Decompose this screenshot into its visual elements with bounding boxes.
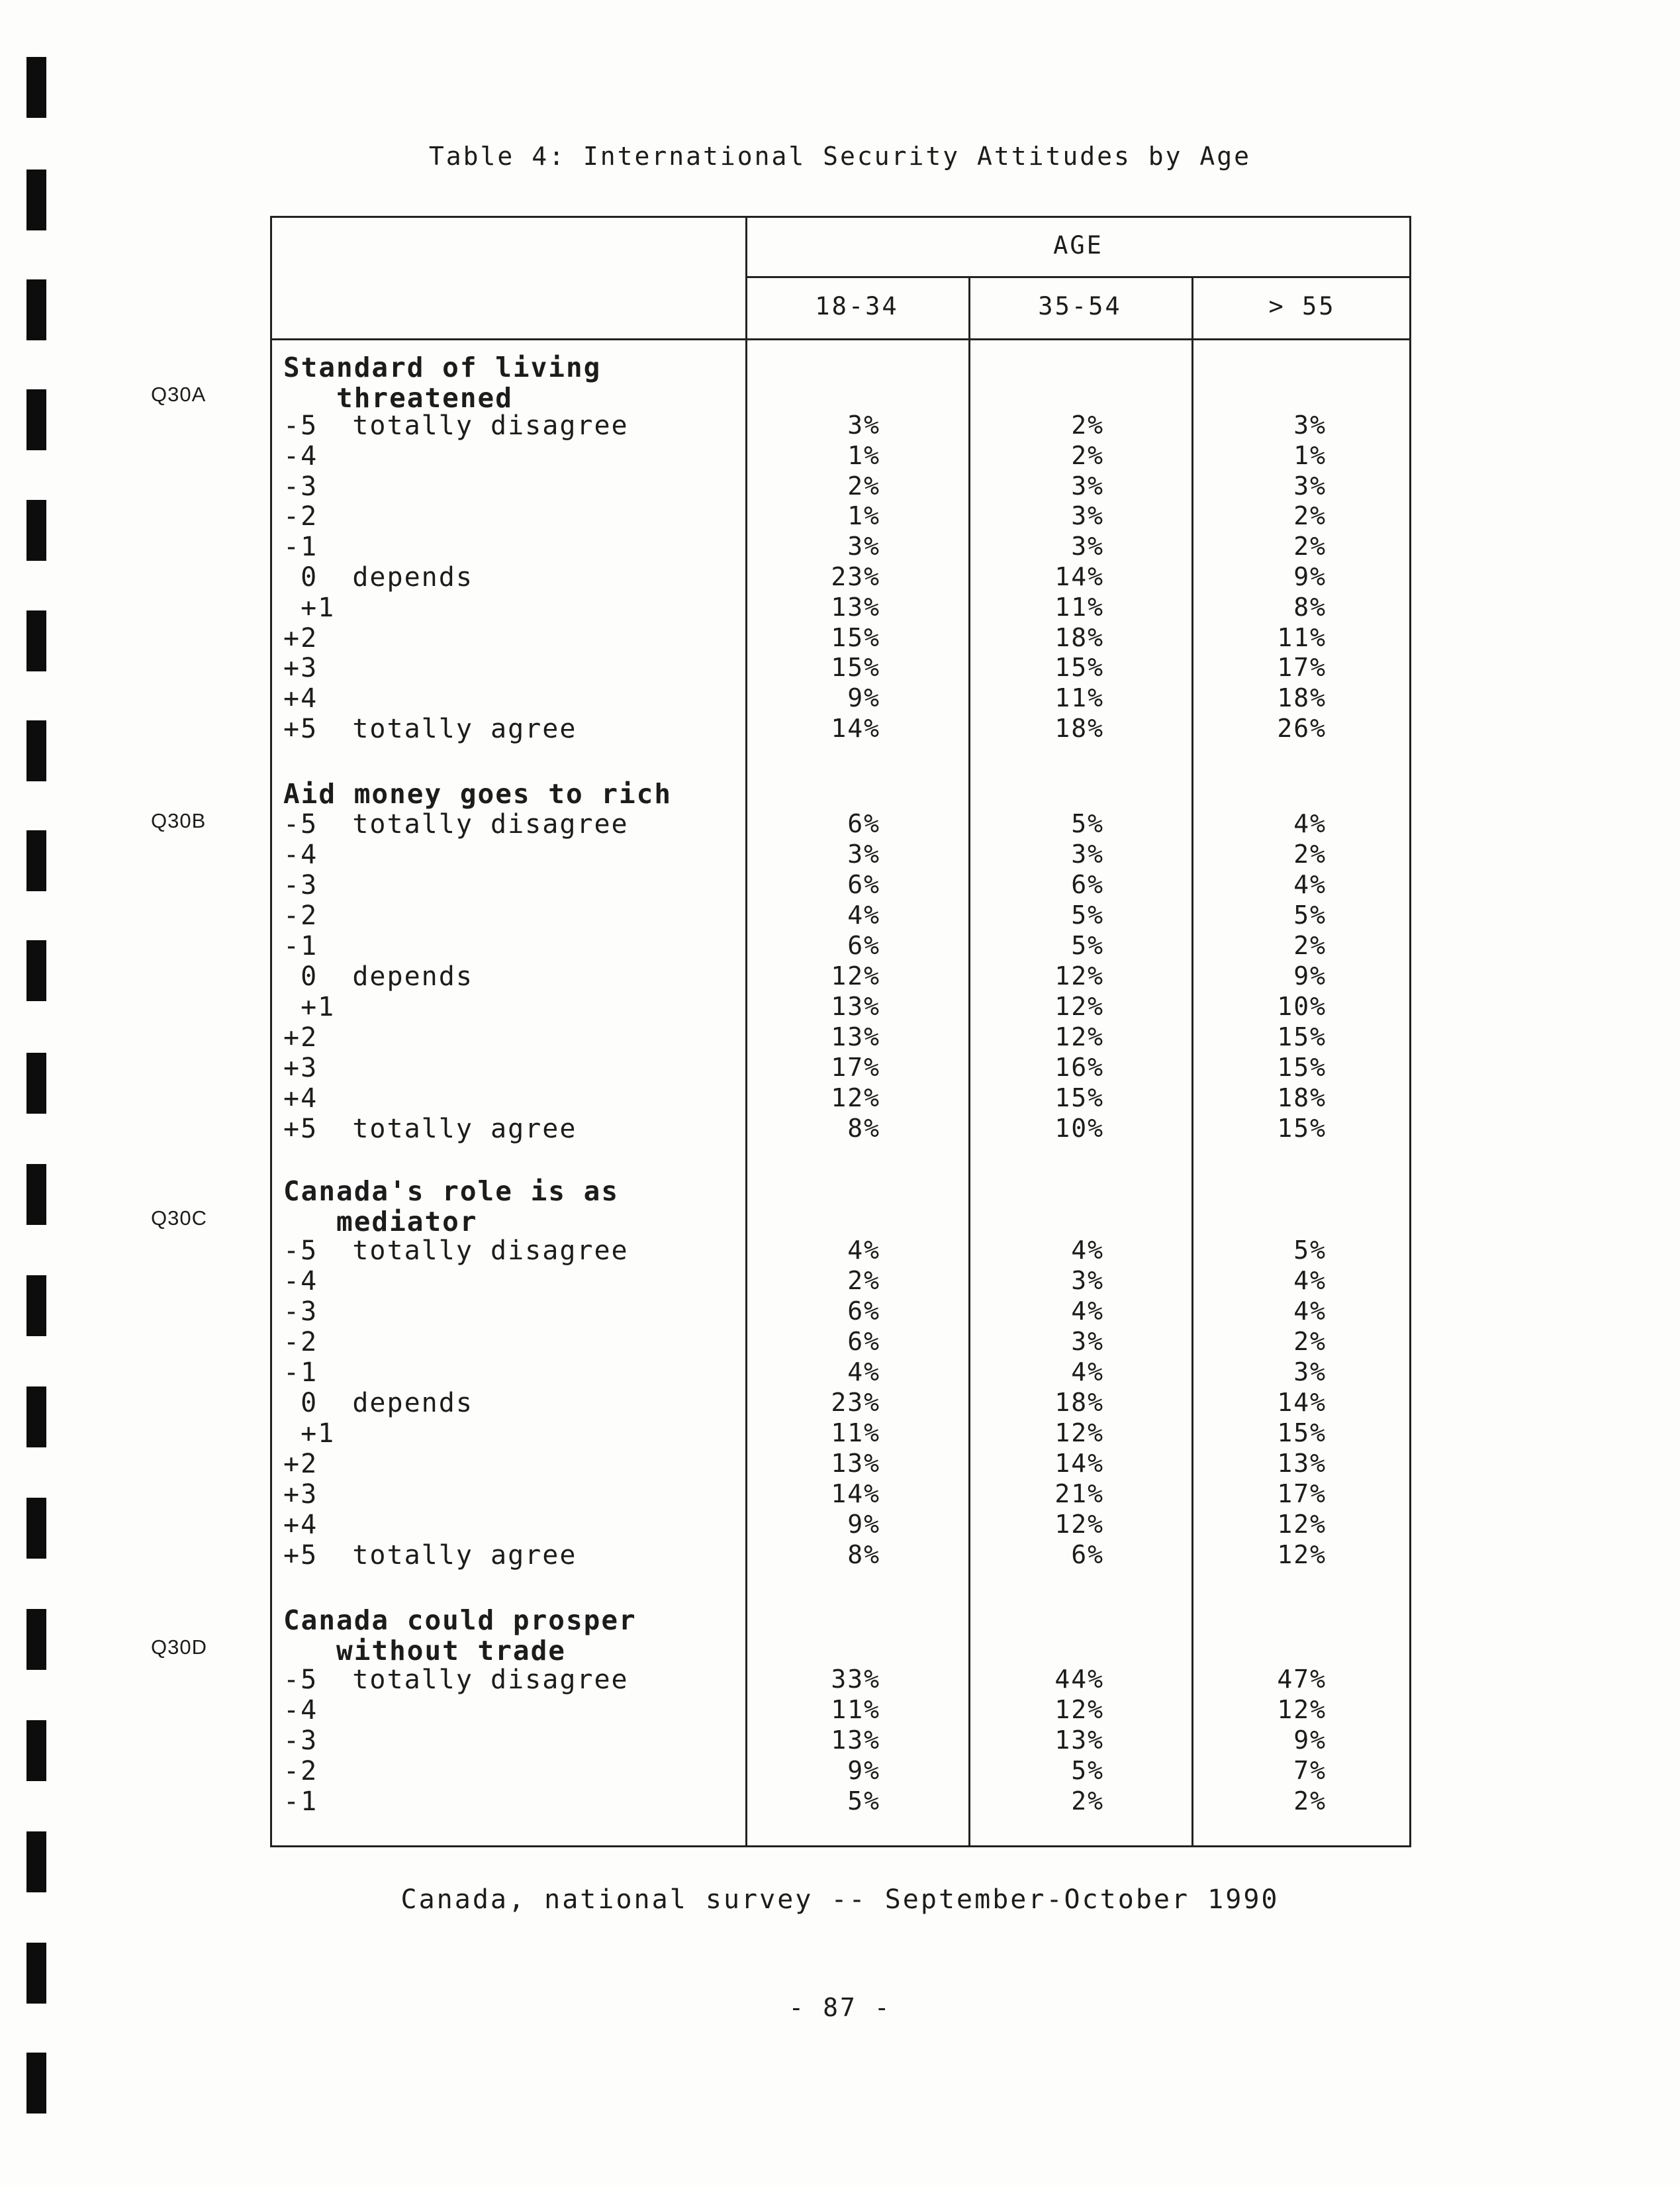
table-cell: 13% (831, 992, 880, 1021)
table-cell: 4% (847, 1357, 880, 1386)
table-cell: 2% (1071, 411, 1104, 440)
row-label: 0 depends (283, 562, 473, 593)
table-cell: 15% (1054, 1083, 1104, 1112)
binder-mark (26, 1609, 46, 1670)
table-cell: 15% (831, 622, 880, 652)
row-label: +1 (283, 592, 336, 623)
table-cell: 3% (847, 532, 880, 561)
table-cell: 2% (847, 471, 880, 501)
table-cell: 18% (1054, 1388, 1104, 1417)
table-cell: 9% (1293, 1725, 1327, 1755)
table-cell: 6% (847, 870, 880, 899)
question-code: Q30C (151, 1206, 207, 1230)
table-cell: 13% (831, 1725, 880, 1755)
row-label: 0 depends (283, 961, 473, 992)
table-cell: 13% (831, 1022, 880, 1051)
row-label: -2 (283, 900, 318, 931)
column-divider (745, 218, 747, 1845)
table-cell: 4% (1071, 1296, 1104, 1326)
table-cell: 18% (1277, 1083, 1327, 1112)
table-cell: 13% (831, 592, 880, 622)
table-cell: 9% (1293, 562, 1327, 591)
table-cell: 3% (847, 840, 880, 869)
row-label: +2 (283, 1022, 318, 1053)
row-label: +3 (283, 653, 318, 684)
table-cell: 11% (1277, 622, 1327, 652)
table-cell: 18% (1277, 683, 1327, 713)
binder-mark (26, 830, 46, 891)
row-label: 0 depends (283, 1388, 473, 1418)
table-cell: 3% (1293, 471, 1327, 501)
table-cell: 13% (1054, 1725, 1104, 1755)
binder-mark (26, 1053, 46, 1114)
footer-note: Canada, national survey -- September-October 1990 (400, 1884, 1280, 1915)
column-header-35-54: 35-54 (1038, 292, 1122, 320)
table-cell: 3% (1071, 1266, 1104, 1295)
table-cell: 6% (1071, 1540, 1104, 1569)
table-cell: 2% (1293, 532, 1327, 561)
row-label: -5 totally disagree (283, 1665, 629, 1695)
table-cell: 14% (1054, 562, 1104, 591)
table-cell: 12% (1277, 1540, 1327, 1569)
row-label: -4 (283, 1695, 318, 1725)
binder-mark (26, 1386, 46, 1447)
table-cell: 5% (1071, 900, 1104, 930)
table-cell: 14% (831, 714, 880, 743)
table-cell: 9% (1293, 961, 1327, 991)
row-label: +5 totally agree (283, 1540, 577, 1571)
table-cell: 4% (1071, 1357, 1104, 1386)
page-number: - 87 - (788, 1993, 892, 2022)
table-cell: 10% (1054, 1114, 1104, 1143)
column-header-18-34: 18-34 (815, 292, 899, 320)
table-cell: 11% (1054, 683, 1104, 713)
table-cell: 17% (831, 1053, 880, 1082)
table-cell: 2% (1293, 931, 1327, 960)
binder-mark (26, 57, 46, 118)
table-cell: 12% (1277, 1510, 1327, 1539)
row-label: +2 (283, 622, 318, 654)
table-cell: 2% (1293, 840, 1327, 869)
table-cell: 2% (847, 1266, 880, 1295)
table-cell: 44% (1054, 1665, 1104, 1694)
table-cell: 18% (1054, 714, 1104, 743)
binder-mark (26, 1498, 46, 1559)
table-cell: 3% (847, 411, 880, 440)
row-label: +5 totally agree (283, 714, 577, 744)
table-cell: 10% (1277, 992, 1327, 1021)
table-cell: 3% (1293, 1357, 1327, 1386)
table-cell: 12% (1054, 1510, 1104, 1539)
table-cell: 7% (1293, 1756, 1327, 1785)
table-cell: 1% (847, 501, 880, 531)
table-cell: 14% (831, 1479, 880, 1508)
row-label: -3 (283, 1296, 318, 1327)
binder-mark (26, 940, 46, 1001)
binder-mark (26, 279, 46, 340)
question-code: Q30A (151, 383, 207, 406)
table-cell: 17% (1277, 653, 1327, 683)
row-label: +1 (283, 992, 336, 1022)
table-cell: 4% (847, 900, 880, 930)
table-cell: 8% (847, 1114, 880, 1143)
table-cell: 23% (831, 1388, 880, 1417)
table-cell: 4% (1293, 809, 1327, 838)
binder-mark (26, 1164, 46, 1225)
binder-mark (26, 170, 46, 230)
table-cell: 12% (1054, 961, 1104, 991)
table-cell: 11% (1054, 592, 1104, 622)
row-label: +3 (283, 1479, 318, 1510)
table-cell: 5% (1071, 1756, 1104, 1785)
page-title: Table 4: International Security Attitudes by Age (428, 142, 1252, 171)
table-cell: 18% (1054, 622, 1104, 652)
row-label: +4 (283, 1510, 318, 1540)
table-cell: 9% (847, 1510, 880, 1539)
table-cell: 5% (847, 1786, 880, 1816)
table-cell: 11% (831, 1695, 880, 1724)
question-code: Q30B (151, 809, 207, 832)
table-cell: 5% (1071, 931, 1104, 960)
age-group-header: AGE (1053, 231, 1103, 260)
table-cell: 6% (1071, 870, 1104, 899)
table-cell: 12% (1054, 1695, 1104, 1724)
table-cell: 2% (1071, 1786, 1104, 1816)
binder-mark (26, 500, 46, 561)
row-label: -2 (283, 1327, 318, 1357)
column-header-over-55: > 55 (1268, 292, 1336, 320)
table-cell: 5% (1293, 900, 1327, 930)
row-label: -1 (283, 1357, 318, 1388)
binder-mark (26, 610, 46, 671)
table-cell: 12% (1277, 1695, 1327, 1724)
table-cell: 11% (831, 1418, 880, 1447)
row-label: -2 (283, 1756, 318, 1786)
section-title: Canada's role is as mediator (283, 1175, 619, 1238)
row-label: +4 (283, 683, 318, 714)
table-cell: 6% (847, 1296, 880, 1326)
row-label: +3 (283, 1053, 318, 1083)
row-label: -3 (283, 471, 318, 502)
table-cell: 15% (831, 653, 880, 683)
table-cell: 15% (1277, 1418, 1327, 1447)
row-label: -3 (283, 870, 318, 900)
table-cell: 47% (1277, 1665, 1327, 1694)
table-cell: 6% (847, 1327, 880, 1356)
table-cell: 1% (847, 440, 880, 470)
header-divider (745, 276, 1409, 278)
table-cell: 13% (1277, 1449, 1327, 1478)
row-label: +2 (283, 1449, 318, 1479)
binder-mark (26, 1720, 46, 1781)
table-cell: 6% (847, 931, 880, 960)
table-cell: 5% (1293, 1236, 1327, 1265)
section-title: Standard of living threatened (283, 352, 602, 414)
binder-mark (26, 389, 46, 450)
table-cell: 12% (1054, 1022, 1104, 1051)
table-cell: 2% (1293, 501, 1327, 531)
row-label: -1 (283, 1786, 318, 1817)
row-label: -3 (283, 1725, 318, 1756)
binder-mark (26, 1275, 46, 1336)
row-label: -1 (283, 532, 318, 563)
table-cell: 15% (1277, 1053, 1327, 1082)
table-cell: 6% (847, 809, 880, 838)
table-cell: 4% (1071, 1236, 1104, 1265)
table-cell: 15% (1277, 1114, 1327, 1143)
table-cell: 4% (1293, 1266, 1327, 1295)
table-cell: 14% (1277, 1388, 1327, 1417)
table-cell: 23% (831, 562, 880, 591)
table-cell: 15% (1054, 653, 1104, 683)
table-cell: 33% (831, 1665, 880, 1694)
table-cell: 3% (1293, 411, 1327, 440)
row-label: -4 (283, 440, 318, 471)
row-label: -4 (283, 1266, 318, 1296)
table-cell: 26% (1277, 714, 1327, 743)
table-cell: 4% (1293, 1296, 1327, 1326)
header-divider (272, 338, 1409, 340)
table-cell: 13% (831, 1449, 880, 1478)
table-cell: 3% (1071, 1327, 1104, 1356)
row-label: +5 totally agree (283, 1114, 577, 1144)
table-cell: 16% (1054, 1053, 1104, 1082)
table-cell: 3% (1071, 501, 1104, 531)
table-cell: 2% (1293, 1327, 1327, 1356)
row-label: -5 totally disagree (283, 1236, 629, 1266)
table-cell: 17% (1277, 1479, 1327, 1508)
table-cell: 3% (1071, 840, 1104, 869)
column-divider (968, 276, 970, 1845)
table-cell: 12% (1054, 1418, 1104, 1447)
table-cell: 9% (847, 1756, 880, 1785)
section-title: Canada could prosper without trade (283, 1604, 637, 1667)
table-cell: 3% (1071, 471, 1104, 501)
question-code: Q30D (151, 1635, 207, 1659)
row-label: +1 (283, 1418, 336, 1449)
table-cell: 2% (1071, 440, 1104, 470)
row-label: -1 (283, 931, 318, 961)
table-cell: 2% (1293, 1786, 1327, 1816)
row-label: -5 totally disagree (283, 809, 629, 840)
table-cell: 21% (1054, 1479, 1104, 1508)
row-label: -5 totally disagree (283, 411, 629, 441)
table-cell: 8% (847, 1540, 880, 1569)
table-cell: 14% (1054, 1449, 1104, 1478)
table-cell: 8% (1293, 592, 1327, 622)
table-cell: 3% (1071, 532, 1104, 561)
table-cell: 1% (1293, 440, 1327, 470)
section-title: Aid money goes to rich (283, 778, 673, 810)
table-cell: 12% (831, 961, 880, 991)
table-cell: 4% (1293, 870, 1327, 899)
binder-mark (26, 720, 46, 781)
column-divider (1191, 276, 1193, 1845)
binder-mark (26, 1831, 46, 1892)
table-cell: 12% (831, 1083, 880, 1112)
table-cell: 5% (1071, 809, 1104, 838)
table-cell: 4% (847, 1236, 880, 1265)
row-label: +4 (283, 1083, 318, 1114)
table-cell: 12% (1054, 992, 1104, 1021)
binder-mark (26, 2053, 46, 2113)
table-cell: 15% (1277, 1022, 1327, 1051)
table-cell: 9% (847, 683, 880, 713)
row-label: -4 (283, 840, 318, 870)
row-label: -2 (283, 501, 318, 532)
